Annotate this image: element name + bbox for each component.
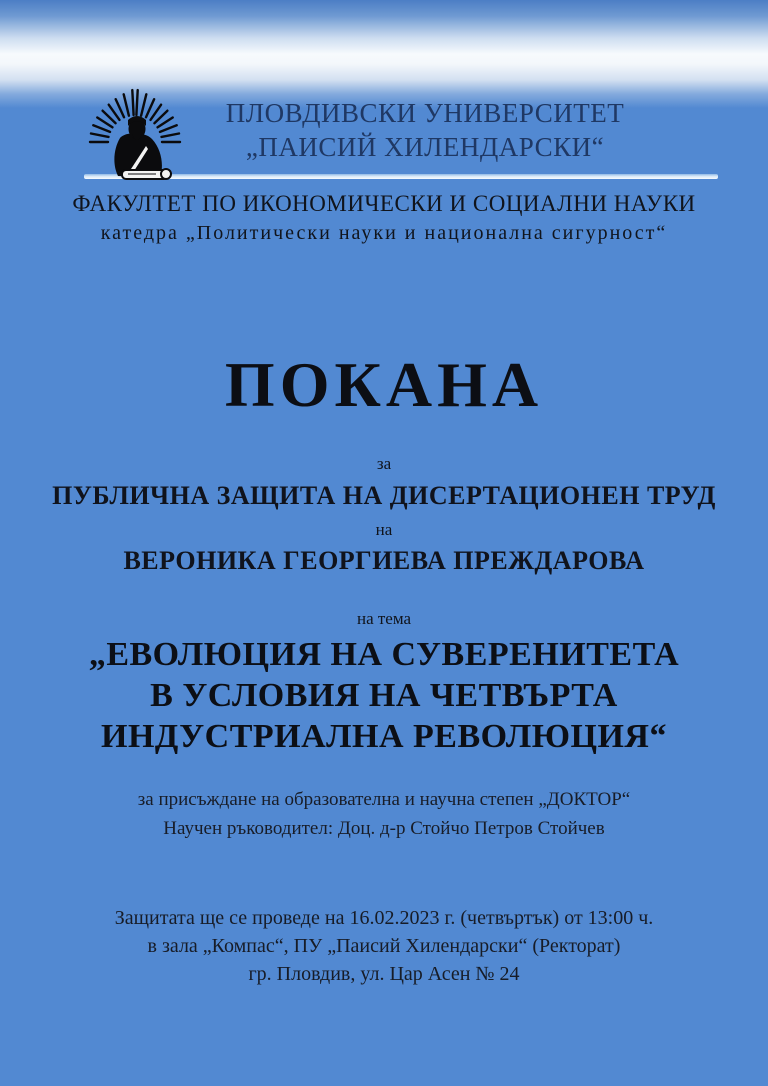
event-details: [0, 904, 768, 988]
topic-line2: В УСЛОВИЯ НА ЧЕТВЪРТА: [150, 677, 618, 714]
event-datetime: Защитата ще се проведе на 16.02.2023 г. (четвъртък) от 13:00 ч.: [114, 907, 654, 929]
university-name-line2: „ПАИСИЙ ХИЛЕНДАРСКИ“: [245, 132, 605, 162]
poster-header: [0, 86, 768, 174]
poster-title: ПОКАНА: [224, 349, 544, 420]
event-venue: в зала „Компас“, ПУ „Паисий Хилендарски“ (Ректорат): [147, 935, 621, 957]
preposition-of: на: [375, 520, 393, 539]
paisii-hilendarski-monk-logo-icon: [76, 86, 194, 186]
top-gradient-band: [0, 0, 768, 86]
degree-line: за присъждане на образователна и научна степен „ДОКТОР“: [137, 789, 631, 810]
event-address: гр. Пловдив, ул. Цар Асен № 24: [248, 963, 520, 985]
topic-line3: ИНДУСТРИАЛНА РЕВОЛЮЦИЯ“: [101, 718, 667, 755]
dissertation-topic: [0, 634, 768, 757]
university-name: [140, 86, 710, 164]
university-name-line1: ПЛОВДИВСКИ УНИВЕРСИТЕТ: [225, 98, 625, 128]
defense-line: ПУБЛИЧНА ЗАЩИТА НА ДИСЕРТАЦИОНЕН ТРУД: [52, 481, 716, 510]
supervisor-line: Научен ръководител: Доц. д-р Стойчо Петров Стойчев: [163, 818, 605, 839]
topic-label: на тема: [356, 609, 412, 628]
preposition-for: за: [376, 454, 392, 473]
candidate-name: ВЕРОНИКА ГЕОРГИЕВА ПРЕЖДАРОВА: [123, 546, 645, 575]
faculty-name: ФАКУЛТЕТ ПО ИКОНОМИЧЕСКИ И СОЦИАЛНИ НАУКИ: [72, 191, 696, 216]
topic-line1: „ЕВОЛЮЦИЯ НА СУВЕРЕНИТЕТА: [88, 636, 680, 673]
department-name: катедра „Политически науки и национална сигурност“: [100, 222, 668, 244]
